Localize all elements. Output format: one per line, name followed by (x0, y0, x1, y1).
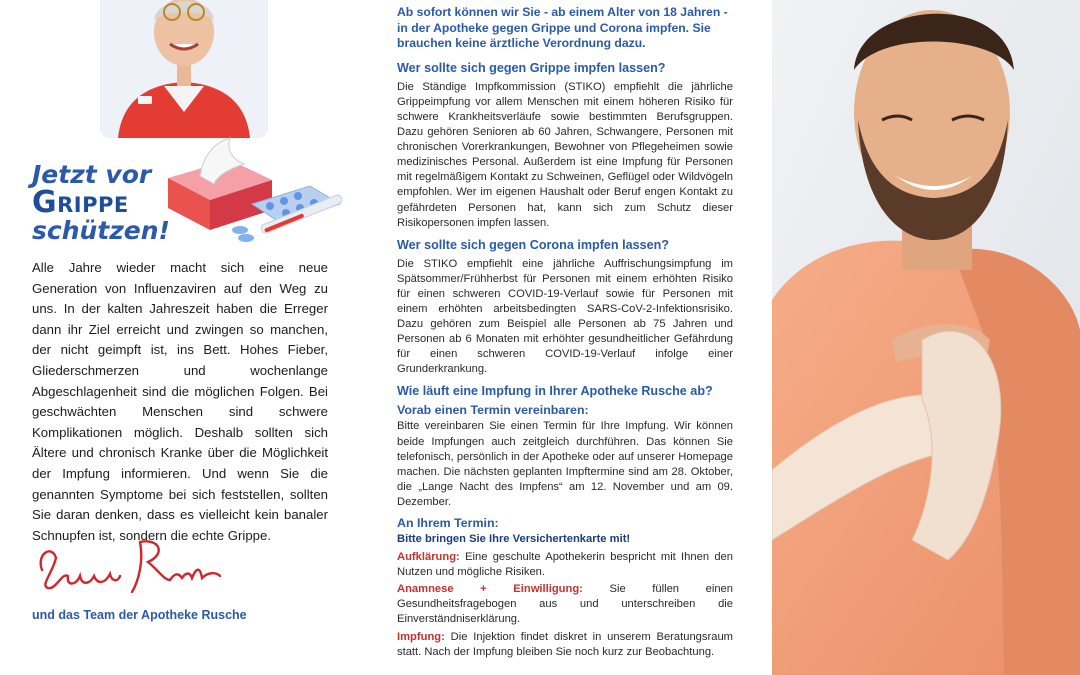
info-column (397, 5, 733, 662)
corona-heading: Wer sollte sich gegen Corona impfen lassen? (397, 237, 669, 252)
appointment-heading: Vorab einen Termin vereinbaren: (397, 403, 589, 418)
headline-line-1: Jetzt vor (32, 160, 152, 189)
process-heading: Wie läuft eine Impfung in Ihrer Apotheke Rusche ab? (397, 384, 713, 399)
step-key: Impfung: (397, 630, 445, 643)
step-key: Aufklärung: (397, 551, 460, 564)
appointment-text: Bitte vereinbaren Sie einen Termin für Ihre Impfung. Wir können beide Impfungen auch zeitgleich durchführen. Das können Sie telefonisch, persönlich in der Apotheke oder auf unserer Homepage machen. Die nächsten geplanten Impftermine sind am 28. Oktober, die „Lange Nacht des Impfens“ am 12. November und am 09. Dezember. (397, 420, 733, 508)
headline (32, 162, 172, 244)
flu-illustration (160, 134, 350, 254)
step-item (397, 582, 733, 627)
lead-paragraph: Ab sofort können wir Sie - ab einem Alter von 18 Jahren - in der Apotheke gegen Grippe und Corona impfen. Sie brauchen keine ärztliche Verordnung dazu. (397, 5, 728, 51)
intro-text: Alle Jahre wieder macht sich eine neue Generation von Influenzaviren auf den Weg zu uns. In der kalten Jahreszeit haben die Erreger dann ihr Ziel erreicht und zwingen so manchen, der nicht geimpft ist, ins Bett. Hohes Fieber, Gliederschmerzen und wochenlange Abgeschlagenheit sind die möglichen Folgen. Bei geschwächten Menschen sind schwere Komplikationen möglich. Deshalb sollten sich Ältere und chronisch Kranke über die Möglichkeit der Impfung informieren. Und wenn Sie die genannten Symptome bei sich feststellen, sollten Sie daran denken, dass es vielleicht kein banaler Schnupfen ist, sondern die echte Grippe. (32, 260, 328, 543)
step-text: Eine geschulte Apothekerin bespricht mit Ihnen den Nutzen und mögliche Risiken. (397, 551, 733, 579)
vaccination-photo (772, 0, 1080, 675)
step-item (397, 630, 733, 660)
step-text: Die Injektion findet diskret in unserem Beratungsraum statt. Nach der Impfung bleiben Sie noch kurz zur Beobachtung. (397, 630, 733, 658)
flu-heading: Wer sollte sich gegen Grippe impfen lassen? (397, 60, 666, 75)
signature-graphic (32, 532, 242, 602)
step-item (397, 550, 733, 580)
step-text: Sie füllen einen Gesundheitsfragebogen aus und unterschreiben die Einverständniserklärung. (397, 583, 733, 626)
signature (32, 532, 242, 602)
onsite-subheading: Bitte bringen Sie Ihre Versichertenkarte mit! (397, 533, 631, 546)
corona-text: Die STIKO empfiehlt eine jährliche Auffrischungsimpfung im Spätsommer/Frühherbst für Personen mit einem erhöhten Risiko für einen schweren COVID-19-Verlauf sowie für Personen mit einem erhöhten arbeitsbedingten SARS-CoV-2-Infektionsrisiko. Dazu gehören zum Beispiel alle Personen ab 75 Jahren und Personen ab 6 Monaten mit erhöhter gesundheitlicher Gefährdung für einen schweren COVID-19-Verlauf infolge einer Grunderkrankung. (397, 257, 733, 376)
vaccination-illustration (772, 0, 1080, 675)
flu-text: Die Ständige Impfkommission (STIKO) empfiehlt die jährliche Grippeimpfung vor allem Menschen mit einem höheren Risiko für schwere Krankheitsverläufe sowie bestimmten Berufsgruppen. Dazu gehören Senioren ab 60 Jahren, Schwangere, Personen mit chronischen Vorerkrankungen, Bewohner von Pflegeheimen sowie medizinisches Personal. Außerdem ist eine Impfung für Personen mit regelmäßigem Kontakt zu Schweinen, Geflügel oder Wildvögeln empfohlen. Wer im eigenen Haushalt oder Beruf engen Kontakt zu gefährdeten Personen hat, kann sich zum Schutz dieser Risikopersonen impfen lassen. (397, 80, 733, 229)
pharmacist-portrait (100, 0, 268, 138)
tissue-box-icon (168, 138, 272, 230)
headline-line-2: Grippe (32, 184, 129, 220)
onsite-heading: An Ihrem Termin: (397, 516, 499, 531)
headline-line-3: schützen! (32, 216, 170, 246)
pharmacist-portrait-illustration (100, 0, 268, 138)
team-line: und das Team der Apotheke Rusche (32, 608, 247, 622)
step-key: Anamnese + Einwilligung: (397, 583, 583, 596)
